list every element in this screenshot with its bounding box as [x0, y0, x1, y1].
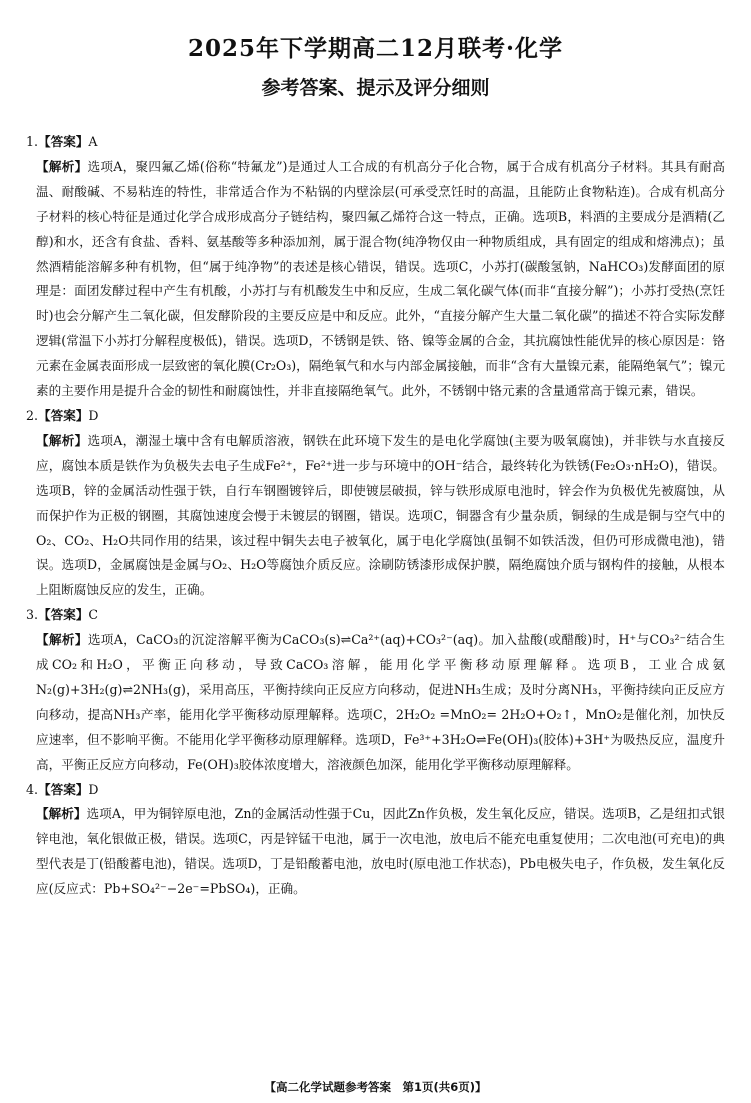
question-number: 1. [26, 134, 39, 149]
explanation [26, 429, 725, 603]
answer-tag: 【答案】 [38, 407, 89, 423]
answer-tag: 【答案】 [38, 134, 89, 149]
question-number: 3. [26, 607, 39, 623]
answer-tag: 【答案】 [38, 607, 89, 623]
answer-line [26, 404, 725, 429]
answer-value: C [88, 607, 99, 623]
question-2 [26, 404, 725, 603]
explanation-tag: 【解析】 [36, 158, 88, 174]
answer-value: A [88, 134, 98, 149]
page-subtitle: 参考答案、提示及评分细则 [261, 77, 490, 99]
question-number: 4. [26, 781, 39, 797]
explanation-tag: 【解析】 [36, 806, 87, 822]
answer-line [26, 130, 725, 155]
question-number: 2. [26, 407, 39, 423]
question-1 [26, 130, 725, 404]
page-footer: 【高二化学试题参考答案 第1页(共6页)】 [264, 1080, 487, 1094]
explanation-tag: 【解析】 [36, 432, 88, 448]
explanation-text: 选项A，聚四氟乙烯(俗称“特氟龙”)是通过人工合成的有机高分子化合物，属于合成有机高分子材料。其具有耐高温、耐酸碱、不易粘连的特性，非常适合作为不粘锅的内壁涂层(可承受烹饪时的高温，且能防止食物粘连)。合成有机高分子材料的核心特征是通过化学合成形成高分子链结构，聚四氟乙烯符合这一特点，正确。选项B，料酒的主要成分是酒精(乙醇)和水，还含有食盐、香料、氨基酸等多种添加剂，属于混合物(纯净物仅由一种物质组成，具有固定的组成和熔沸点)；虽然酒精能溶解多种有机物，但“属于纯净物”的表述是核心错误，错误。选项C，小苏打(碳酸氢钠，NaHCO₃)发酵面团的原理是：面团发酵过程中产生有机酸，小苏打与有机酸发生中和反应，生成二氧化碳气体(而非“直接分解”)；小苏打受热(烹饪时)也会分解产生二氧化碳，但发酵阶段的主要反应是中和反应。此外，“直接分解产生大量二氧化碳”的描述不符合实际发酵逻辑(常温下小苏打分解程度极低)，错误。选项D，不锈钢是铁、铬、镍等金属的合金，其抗腐蚀性能优异的核心原因是：铬元素在金属表面形成一层致密的氧化膜(Cr₂O₃)，隔绝氧气和水与内部金属接触，而非“含有大量镍元素，能隔绝氧气”；镍元素的主要作用是提升合金的韧性和耐腐蚀性，并非直接隔绝氧气。此外，不锈钢中铬元素的含量通常高于镍元素，错误。 [36, 158, 725, 399]
explanation-text: 选项A，甲为铜锌原电池，Zn的金属活动性强于Cu，因此Zn作负极，发生氧化反应，错误。选项B，乙是纽扣式银锌电池，氧化银做正极，错误。选项C，丙是锌锰干电池，属于一次电池，放电后不能充电重复使用；二次电池(可充电)的典型代表是丁(铅酸蓄电池)，错误。选项D，丁是铅酸蓄电池，放电时(原电池工作状态)，Pb电极失电子，作负极，发生氧化反应(反应式：Pb+SO₄²⁻−2e⁻=PbSO₄)，正确。 [36, 806, 726, 897]
explanation [26, 802, 725, 902]
answer-line [26, 603, 725, 628]
answer-tag: 【答案】 [38, 781, 89, 797]
answer-value: D [88, 407, 99, 423]
question-3 [26, 603, 725, 777]
explanation [26, 628, 725, 777]
explanation-tag: 【解析】 [36, 632, 88, 648]
answer-value: D [88, 781, 99, 797]
question-4 [26, 778, 725, 903]
explanation [26, 155, 725, 404]
answer-line [26, 778, 725, 803]
page-title: 2025年下学期高二12月联考·化学 [187, 35, 564, 62]
explanation-text: 选项A，潮湿土壤中含有电解质溶液，钢铁在此环境下发生的是电化学腐蚀(主要为吸氧腐蚀)，并非铁与水直接反应，腐蚀本质是铁作为负极失去电子生成Fe²⁺，Fe²⁺进一步与环境中的OH⁻结合，最终转化为铁锈(Fe₂O₃·nH₂O)，错误。选项B，锌的金属活动性强于铁，自行车钢圈镀锌后，即使镀层破损，锌与铁形成原电池时，锌会作为负极优先被腐蚀，从而保护作为正极的钢圈，其腐蚀速度会慢于未镀层的钢圈，错误。选项C，铜器含有少量杂质，铜绿的生成是铜与空气中的O₂、CO₂、H₂O共同作用的结果，该过程中铜失去电子被氧化，属于电化学腐蚀(虽铜不如铁活泼，但仍可形成微电池)，错误。选项D，金属腐蚀是金属与O₂、H₂O等腐蚀介质反应。涂刷防锈漆形成保护膜，隔绝腐蚀介质与钢构件的接触，从根本上阻断腐蚀反应的发生，正确。 [36, 432, 726, 598]
explanation-text: 选项A，CaCO₃的沉淀溶解平衡为CaCO₃(s)⇌Ca²⁺(aq)+CO₃²⁻(aq)。加入盐酸(或醋酸)时，H⁺与CO₃²⁻结合生成CO₂和H₂O，平衡正向移动，导致CaCO₃溶解，能用化学平衡移动原理解释。选项B，工业合成氨N₂(g)+3H₂(g)⇌2NH₃(g)，采用高压，平衡持续向正反应方向移动，促进NH₃生成；及时分离NH₃，平衡持续向正反应方向移动，提高NH₃产率，能用化学平衡移动原理解释。选项C，2H₂O₂ =MnO₂= 2H₂O+O₂↑，MnO₂是催化剂，加快反应速率，但不影响平衡。不能用化学平衡移动原理解释。选项D，Fe³⁺+3H₂O⇌Fe(OH)₃(胶体)+3H⁺为吸热反应，温度升高，平衡正反应方向移动，Fe(OH)₃胶体浓度增大，溶液颜色加深，能用化学平衡移动原理解释。 [36, 632, 726, 772]
answer-content [26, 130, 725, 902]
